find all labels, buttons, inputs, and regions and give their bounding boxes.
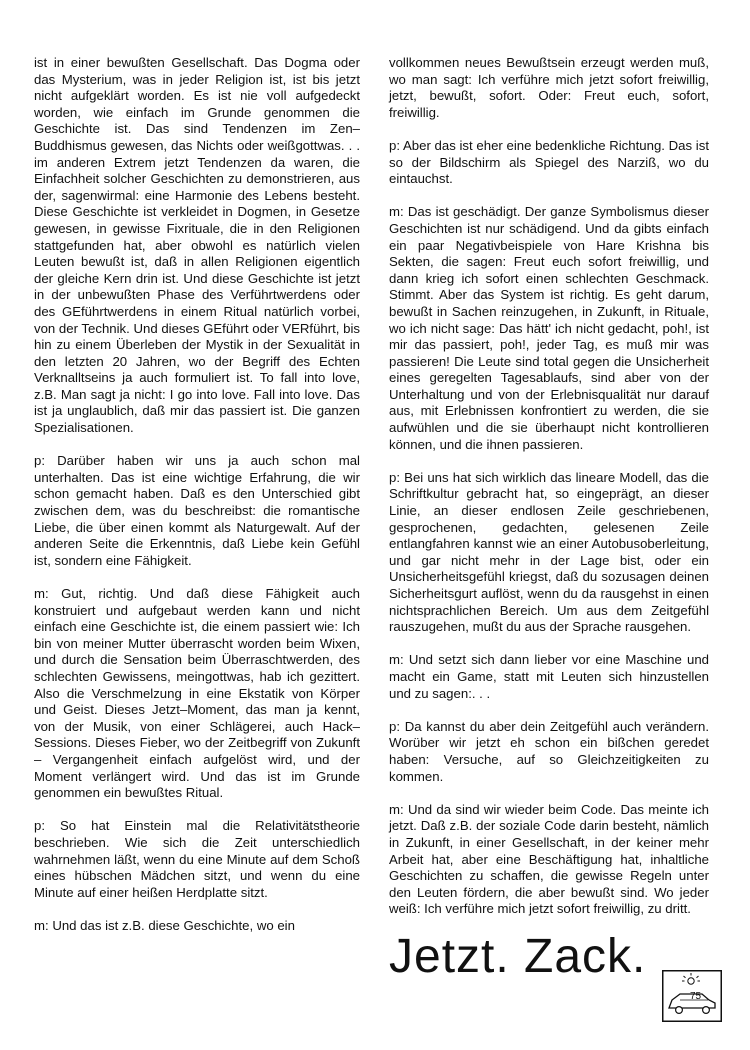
paragraph: m: Das ist geschädigt. Der ganze Symbolismus dieser Geschichten ist nur schädigend. Und da gibts einfach ein paar Negativbeispiele von Hare Krishna bis Sekten, die sagen: Freut euch sofort freiwillig, und dann krieg ich sofort einen schlechten Geschmack. Stimmt. Aber das System ist richtig. Es geht darum, bewußt in Sachen reinzugehen, in Zukunft, in Rituale, wo ich nicht sage: Das hätt' ich nicht gedacht, poh!, ist mir das passiert, poh!, jeder Tag, es muß mir was passieren! Die Leute sind total gegen die Unsicherheit eines geregelten Tagesablaufs, sind aber von der Unterhaltung und von der Erlebnisqualität nur darauf aus, mit Erlebnissen konfrontiert zu werden, die sie aufwühlen und die sie überhaupt nicht kontrollieren können, und die ihnen passieren. bbox=[389, 204, 709, 452]
paragraph: m: Und das ist z.B. diese Geschichte, wo ein bbox=[34, 917, 295, 933]
headline: Jetzt. Zack. bbox=[389, 930, 647, 984]
paragraph: p: Bei uns hat sich wirklich das lineare Modell, das die Schriftkultur gebracht hat, so eingeprägt, an dieser Linie, an dieser endlosen Zeile geschriebenen, gesprochenen, gedachten, gelesenen Zeile entlangfahren kannst wie an einer Autobusoberleitung, und gar nicht mehr in der Lage bist, oder ein Unsicherheitsgefühl kriegst, daß du sozusagen deinen Sicherheitsgurt auflöst, wenn du da rausgehst in einen nichtsprachlichen Bereich. Um aus dem Zeitgefühl rauszugehen, mußt du aus der Sprache rausgehen. bbox=[389, 469, 709, 635]
paragraph: p: Darüber haben wir uns ja auch schon mal unterhalten. Das ist eine wichtige Erfahrung, die wir schon gemacht haben. Daß es den Unterschied gibt zwischen dem, was du beschreibst: die romantische Liebe, die über einen kommt als Naturgewalt. Auf der anderen Seite die Erkenntnis, daß Liebe kein Gefühl ist, sondern eine Fähigkeit. bbox=[34, 453, 360, 568]
right-column bbox=[389, 55, 709, 984]
paragraph: m: Und setzt sich dann lieber vor eine Maschine und macht ein Game, statt mit Leuten sich hinzustellen und zu sagen:. . . bbox=[389, 652, 709, 701]
page-number: 75 bbox=[690, 991, 702, 1002]
paragraph: p: So hat Einstein mal die Relativitätstheorie beschrieben. Wie sich die Zeit unterschiedlich wahrnehmen läßt, wenn du eine Minute auf dem Schoß eines hübschen Mädchen sitzt, und wenn du eine Minute auf einer heißen Herdplatte sitzt. bbox=[34, 818, 360, 900]
page-badge bbox=[662, 970, 722, 1022]
paragraph: m: Gut, richtig. Und daß diese Fähigkeit auch konstruiert und aufgebaut werden kann und nicht einfach eine Geschichte ist, die einem passiert wie: Ich bin von meiner Mutter überrascht worden beim Wixen, und durch die Sensation beim Überraschtwerden, des schlechten Gewissens, meingottwas, hab ich gezittert. Also die Verschmelzung in eine Ekstatik von Körper und Geist. Dieses Jetzt–Moment, das man ja kennt, von der Musik, von einer Schlägerei, auch Hack–Sessions. Dieses Fieber, wo der Zeitbegriff von Zukunft – Vergangenheit einfach aufgelöst wird, und der Moment verlängert wird. Und das ist im Grunde genommen ein bewußtes Ritual. bbox=[34, 586, 360, 801]
paragraph: m: Und da sind wir wieder beim Code. Das meinte ich jetzt. Daß z.B. der soziale Code darin besteht, nämlich in Zukunft, in einer Gesellschaft, in der keiner mehr Arbeit hat, aber eine Beschäftigung hat, inhaltliche Geschichten zu schaffen, die gewisse Regeln unter den Leuten fördern, die aber bewußt sind. Wo jeder weiß: Ich verführe mich jetzt sofort freiwillig, zu dritt. bbox=[389, 801, 709, 917]
paragraph: p: Da kannst du aber dein Zeitgefühl auch verändern. Worüber wir jetzt eh schon ein bißchen geredet haben: Versuche, auf so Gleichzeitigkeiten zu kommen. bbox=[389, 718, 709, 784]
paragraph: vollkommen neues Bewußtsein erzeugt werden muß, wo man sagt: Ich verführe mich jetzt sofort freiwillig, jetzt, bewußt, sofort. Oder: Freut euch, sofort, freiwillig. bbox=[389, 55, 709, 120]
paragraph: ist in einer bewußten Gesellschaft. Das Dogma oder das Mysterium, was in jeder Religion ist, ist bis jetzt nicht aufgeklärt worden. Es ist nie voll aufgedeckt worden, wie einfach im Grunde genommen die Geschichte ist. Das sind Tendenzen im Zen–Buddhismus gewesen, das Nichts oder weißgottwas. . . im anderen Extrem jetzt Tendenzen da waren, die Einfachheit solcher Geschichten zu demonstrieren, aus der, sagenwirmal: eine Harmonie des Lebens besteht. Diese Geschichte ist verkleidet in Dogmen, in Gesetze gewesen, in gewisse Fixrituale, die in den Religionen stattgefunden hat, aber obwohl es natürlich vielen Leuten bewußt ist, daß in allen Religionen eigentlich der gleiche Kern drin ist. Und diese Geschichte ist jetzt in der unbewußten Phase des Verführtwerdens oder des GEführtwerdens in einem Ritual natürlich vorbei, von der Technik. Und dieses GEführt oder VERführt, bis hin zu einem Überleben der Mystik in der Sexualität in den letzten 20 Jahren, wo der Begriff des Echten Verknalltseins ja auch formuliert ist. To fall into love, z.B. Man sagt ja nicht: I go into love. Fall into love. Das ist ja unglaublich, daß mir das passiert ist. Die ganzen Spezialisationen. bbox=[34, 55, 360, 436]
left-column bbox=[34, 55, 360, 951]
paragraph: p: Aber das ist eher eine bedenkliche Richtung. Das ist so der Bildschirm als Spiegel des Narziß, wo du eintauchst. bbox=[389, 137, 709, 187]
